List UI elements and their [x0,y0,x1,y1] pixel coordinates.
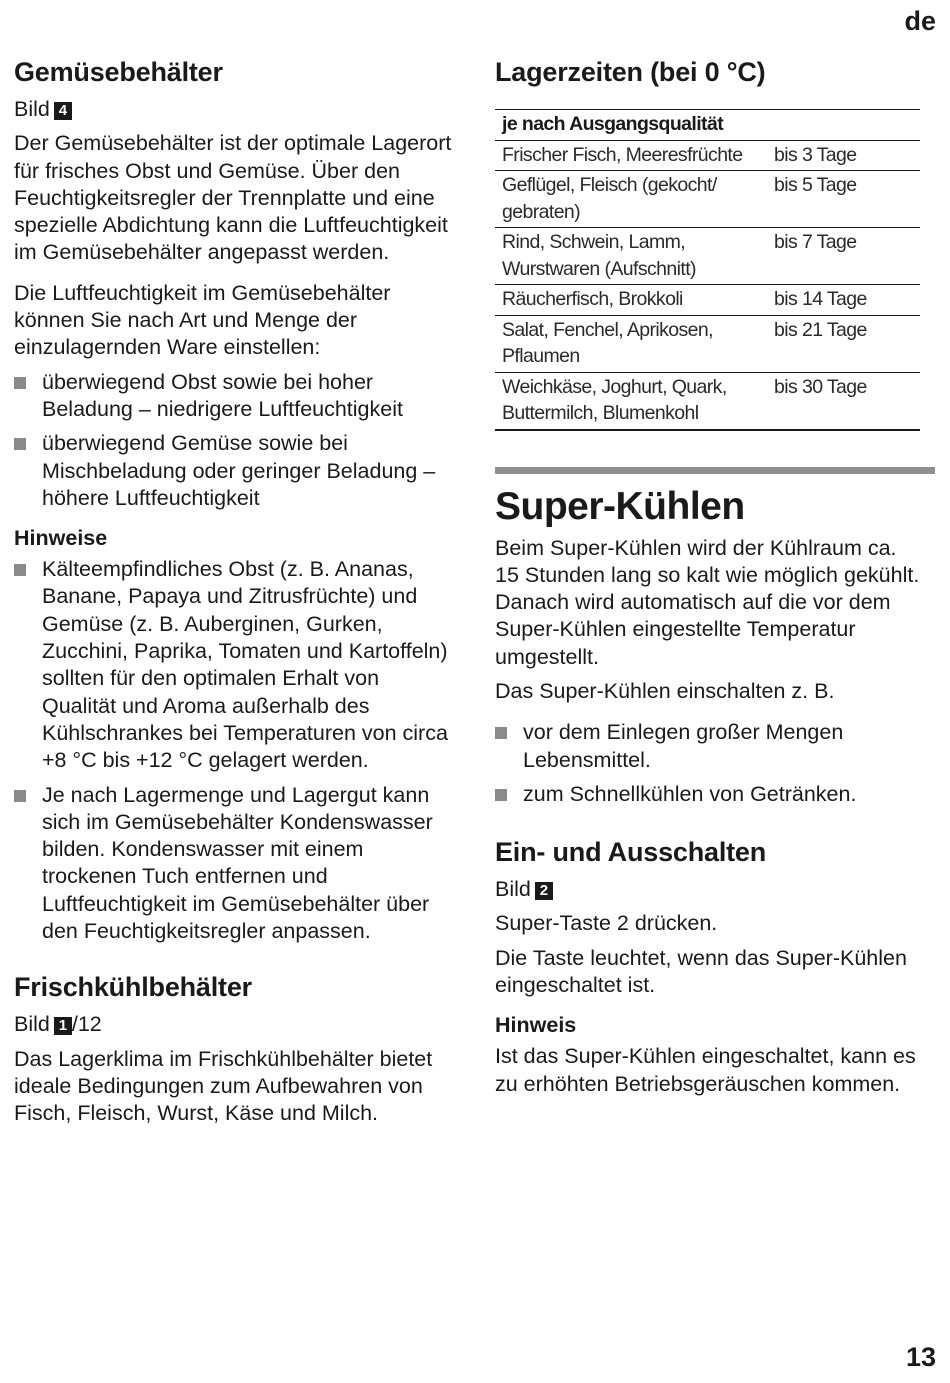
list-item: überwiegend Gemüse sowie bei Mischbeladung oder geringer Beladung – höhere Luftfeuchtigkeit [14,430,454,512]
figure-number-badge: 2 [535,882,553,900]
language-code: de [904,6,936,36]
frisch-figure-ref [14,1011,454,1038]
einaus-heading: Ein- und Ausschalten [495,837,767,868]
table-header-cell: je nach Ausgangsqualität [502,113,724,135]
frisch-heading: Frischkühlbehälter [14,972,252,1003]
table-cell-time: bis 7 Tage [774,231,857,253]
bullet-icon [14,790,26,802]
table-row [495,372,920,430]
table-cell-time: bis 21 Tage [774,318,867,341]
gemuese-bullet-list [14,369,454,512]
gemuese-paragraph-2: Die Luftfeuchtigkeit im Gemüsebehälter können Sie nach Art und Menge der einzulagernden Ware einstellen: [14,280,391,360]
list-item: überwiegend Obst sowie bei hoher Beladung – niedrigere Luftfeuchtigkeit [14,369,454,424]
table-cell-item: Rind, Schwein, Lamm, Wurstwaren (Aufschnitt) [502,231,696,280]
table-cell-time: bis 14 Tage [774,288,867,310]
table-cell-item: Geflügel, Fleisch (gekocht/ gebraten) [502,174,717,223]
table-row [495,228,920,285]
gemuese-heading: Gemüsebehälter [14,57,223,87]
bild-label: Bild [14,97,50,121]
bullet-icon [495,789,507,801]
figure-number-badge: 1 [54,1017,72,1035]
super-paragraph-1: Beim Super-Kühlen wird der Kühlraum ca. 15 Stunden lang so kalt wie möglich gekühlt. Danach wird automatisch auf die vor dem Super-Kühlen eingestellte Temperatur umgestellt. [495,535,920,669]
einaus-figure-ref [495,876,925,903]
table-cell-item: Räucherfisch, Brokkoli [502,288,683,310]
page-number: 13 [905,1342,936,1372]
hinweis-heading: Hinweis [495,1013,577,1038]
table-row [495,315,920,372]
gemuese-paragraph-1: Der Gemüsebehälter ist der optimale Lagerort für frisches Obst und Gemüse. Über den Feuchtigkeitsregler der Trennplatte und eine spezielle Abdichtung kann die Luftfeuchtigkeit im Gemüsebehälter angepasst werden. [14,131,452,265]
figure-number-badge: 4 [54,102,72,120]
storage-times-table [495,109,920,431]
list-item: Je nach Lagermenge und Lagergut kann sich im Gemüsebehälter Kondenswasser bilden. Kondenswasser mit einem trockenen Tuch entfernen und Luftfeuchtigkeit im Gemüsebehälter über den Feuchtigkeitsregler anpassen. [14,782,454,946]
bild-label: Bild [495,877,531,902]
list-item: zum Schnellkühlen von Getränken. [495,781,925,808]
left-column [14,0,454,1128]
table-header-row [495,110,920,141]
gemuese-figure-ref [14,96,454,123]
list-item: Kälteempfindliches Obst (z. B. Ananas, Banane, Papaya und Zitrusfrüchte) und Gemüse (z. B. Auberginen, Gurken, Zucchini, Paprika, Tomaten und Kartoffeln) sollten für den optimalen Erhalt von Qualität und Aroma außerhalb des Kühlschrankes bei Temperaturen von circa +8 °C bis +12 °C gelagert werden. [14,556,454,774]
super-kuehlen-heading: Super-Kühlen [495,484,745,528]
table-cell-item: Salat, Fenchel, Aprikosen, Pflaumen [502,318,713,367]
hinweise-heading: Hinweise [14,526,108,551]
lagerzeiten-heading: Lagerzeiten (bei 0 °C) [495,57,766,87]
table-cell-time: bis 3 Tage [774,143,857,166]
right-column [495,0,925,1098]
table-row [495,140,920,171]
einaus-paragraph-1: Super-Taste 2 drücken. [495,911,718,936]
bullet-icon [14,377,26,389]
table-cell-item: Weichkäse, Joghurt, Quark, Buttermilch, Blumenkohl [502,375,727,424]
super-bullet-list [495,719,925,808]
list-item: vor dem Einlegen großer Mengen Lebensmittel. [495,719,925,774]
hinweise-list [14,556,454,945]
bullet-icon [14,564,26,576]
table-cell-time: bis 5 Tage [774,174,857,196]
figure-suffix: /12 [71,1012,102,1037]
bullet-icon [495,727,507,739]
table-row [495,285,920,316]
bild-label: Bild [14,1012,50,1037]
section-divider [495,467,935,474]
frisch-paragraph: Das Lagerklima im Frischkühlbehälter bietet ideale Bedingungen zum Aufbewahren von Fisch, Fleisch, Wurst, Käse und Milch. [14,1046,433,1126]
super-paragraph-2: Das Super-Kühlen einschalten z. B. [495,678,835,703]
einaus-paragraph-2: Die Taste leuchtet, wenn das Super-Kühlen eingeschaltet ist. [495,945,907,998]
table-row [495,171,920,228]
table-cell-time: bis 30 Tage [774,375,867,398]
bullet-icon [14,438,26,450]
table-cell-item: Frischer Fisch, Meeresfrüchte [502,143,743,166]
hinweis-paragraph: Ist das Super-Kühlen eingeschaltet, kann es zu erhöhten Betriebsgeräuschen kommen. [495,1044,916,1096]
